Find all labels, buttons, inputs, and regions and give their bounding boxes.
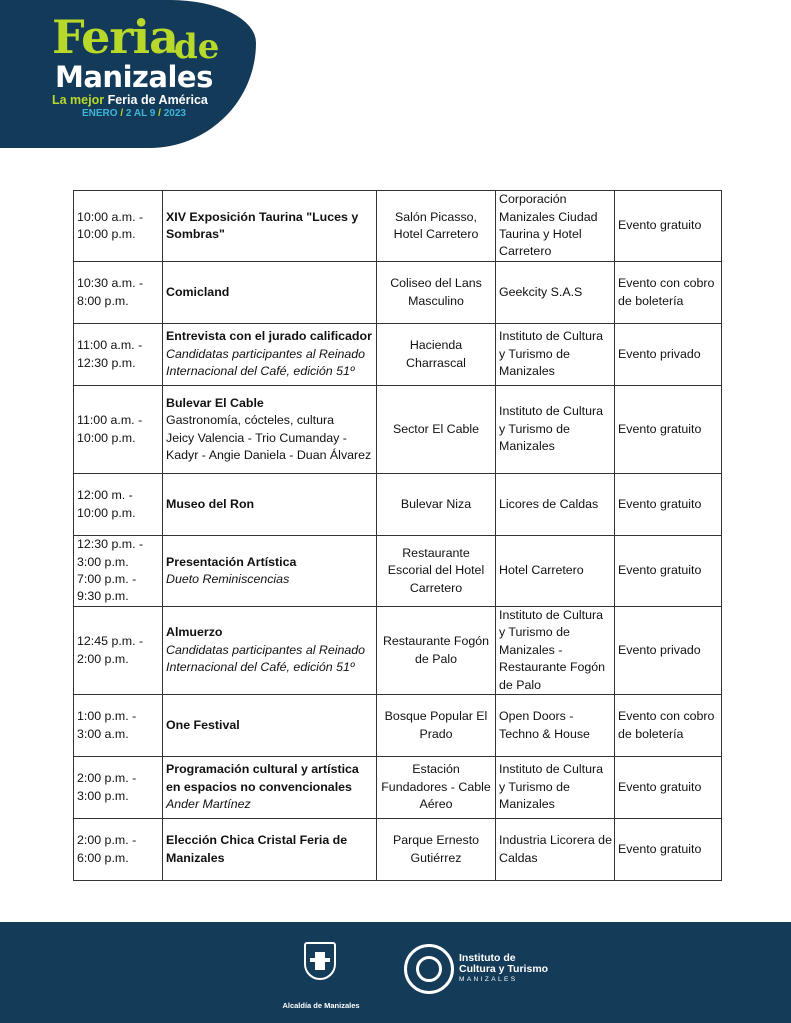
- dates-range: 2 AL 9: [125, 108, 156, 119]
- venue-cell: Salón Picasso, Hotel Carretero: [377, 191, 496, 262]
- access-cell: Evento gratuito: [615, 386, 722, 474]
- organizer-cell: Industria Licorera de Caldas: [496, 819, 615, 881]
- venue-cell: Bulevar Niza: [377, 474, 496, 536]
- time-line: 2:00 p.m. -: [77, 833, 137, 848]
- time-line: 12:30 p.m. -: [77, 537, 144, 552]
- event-subtitle: Ander Martínez: [166, 797, 251, 812]
- time-line: 3:00 p.m.: [77, 788, 129, 803]
- logo-feria-word: Feria: [52, 10, 178, 64]
- shield-icon: [304, 942, 336, 980]
- schedule-row: [74, 536, 722, 607]
- organizer-cell: Instituto de Cultura y Turismo de Manizales: [496, 324, 615, 386]
- instituto-line1: Instituto de: [459, 952, 516, 964]
- event-title: Presentación Artística: [166, 554, 297, 569]
- access-cell: Evento gratuito: [615, 536, 722, 607]
- instituto-logo: [404, 944, 564, 996]
- venue-cell: Restaurante Escorial del Hotel Carretero: [377, 536, 496, 607]
- organizer-cell: Instituto de Cultura y Turismo de Manizales - Restaurante Fogón de Palo: [496, 607, 615, 695]
- logo-de-word: de: [174, 27, 220, 67]
- event-cell: [163, 474, 377, 536]
- time-cell: [74, 474, 163, 536]
- event-cell: [163, 262, 377, 324]
- schedule-row: [74, 262, 722, 324]
- access-cell: Evento con cobro de boletería: [615, 695, 722, 757]
- event-subtitle: Candidatas participantes al Reinado Internacional del Café, edición 51º: [166, 346, 366, 379]
- event-title: Programación cultural y artística en espacios no convencionales: [166, 762, 359, 794]
- schedule-row: [74, 819, 722, 881]
- event-cell: [163, 695, 377, 757]
- dates-month: ENERO: [82, 108, 118, 119]
- time-line: 10:00 p.m.: [77, 430, 136, 445]
- time-line: 6:00 p.m.: [77, 850, 129, 865]
- access-cell: Evento privado: [615, 607, 722, 695]
- instituto-emblem-icon: [404, 944, 454, 994]
- event-title: Museo del Ron: [166, 496, 255, 511]
- dates-separator-1: /: [120, 108, 124, 119]
- organizer-cell: Hotel Carretero: [496, 536, 615, 607]
- time-cell: [74, 324, 163, 386]
- time-cell: [74, 262, 163, 324]
- event-cell: [163, 607, 377, 695]
- event-title: Elección Chica Cristal Feria de Manizales: [166, 833, 348, 865]
- event-cell: [163, 536, 377, 607]
- event-cell: [163, 191, 377, 262]
- event-title: Bulevar El Cable: [166, 395, 264, 410]
- time-cell: [74, 757, 163, 819]
- access-cell: Evento gratuito: [615, 819, 722, 881]
- access-cell: Evento gratuito: [615, 191, 722, 262]
- event-subtitle: Candidatas participantes al Reinado Internacional del Café, edición 51º: [166, 642, 366, 675]
- event-cell: [163, 386, 377, 474]
- venue-cell: Sector El Cable: [377, 386, 496, 474]
- venue-cell: Hacienda Charrascal: [377, 324, 496, 386]
- access-cell: Evento privado: [615, 324, 722, 386]
- instituto-line2: Cultura y Turismo: [459, 963, 549, 975]
- time-line: 3:00 a.m.: [77, 726, 129, 741]
- time-line: 10:30 a.m. -: [77, 276, 144, 291]
- event-detail: Jeicy Valencia - Trio Cumanday - Kadyr - Angie Daniela - Duan Álvarez: [166, 430, 372, 462]
- time-line: 11:00 a.m. -: [77, 338, 143, 353]
- time-line: 1:00 p.m. -: [77, 709, 137, 724]
- event-cell: [163, 757, 377, 819]
- organizer-cell: Licores de Caldas: [496, 474, 615, 536]
- feria-logo: [0, 0, 256, 148]
- time-cell: [74, 536, 163, 607]
- event-cell: [163, 324, 377, 386]
- time-line: 7:00 p.m. -: [77, 572, 137, 586]
- time-cell: [74, 819, 163, 881]
- event-cell: [163, 819, 377, 881]
- schedule-row: [74, 191, 722, 262]
- schedule-row: [74, 695, 722, 757]
- time-cell: [74, 695, 163, 757]
- time-line: 2:00 p.m. -: [77, 771, 137, 786]
- event-title: XIV Exposición Taurina "Luces y Sombras": [166, 209, 359, 241]
- instituto-line3: MANIZALES: [459, 976, 518, 983]
- venue-cell: Bosque Popular El Prado: [377, 695, 496, 757]
- footer-bar: [0, 922, 791, 1023]
- schedule-row: [74, 474, 722, 536]
- schedule-row: [74, 757, 722, 819]
- dates-separator-2: /: [158, 108, 161, 119]
- logo-city-word: Manizales: [55, 60, 213, 94]
- time-line: 11:00 a.m. -: [77, 413, 143, 428]
- organizer-cell: Instituto de Cultura y Turismo de Manizales: [496, 757, 615, 819]
- venue-cell: Estación Fundadores - Cable Aéreo: [377, 757, 496, 819]
- time-line: 12:45 p.m. -: [77, 634, 144, 649]
- venue-cell: Coliseo del Lans Masculino: [377, 262, 496, 324]
- venue-cell: Restaurante Fogón de Palo: [377, 607, 496, 695]
- logo-dates: [82, 108, 186, 120]
- time-line: 9:30 p.m.: [77, 589, 129, 604]
- time-line: 3:00 p.m.: [77, 554, 129, 569]
- logo-tagline: [52, 93, 208, 107]
- schedule-row: [74, 607, 722, 695]
- event-detail: Gastronomía, cócteles, cultura: [166, 413, 335, 428]
- time-line: 2:00 p.m.: [77, 651, 129, 666]
- organizer-cell: Geekcity S.A.S: [496, 262, 615, 324]
- event-title: One Festival: [166, 717, 240, 732]
- schedule-body: [74, 191, 722, 881]
- alcaldia-logo: [276, 942, 366, 1016]
- event-title: Entrevista con el jurado calificador: [166, 329, 372, 344]
- time-line: 8:00 p.m.: [77, 293, 129, 308]
- time-cell: [74, 607, 163, 695]
- time-line: 12:00 m. -: [77, 488, 133, 503]
- time-line: 10:00 p.m.: [77, 505, 136, 520]
- access-cell: Evento gratuito: [615, 757, 722, 819]
- organizer-cell: Instituto de Cultura y Turismo de Manizales: [496, 386, 615, 474]
- dates-year: 2023: [163, 108, 186, 119]
- time-cell: [74, 191, 163, 262]
- venue-cell: Parque Ernesto Gutiérrez: [377, 819, 496, 881]
- tagline-part1: La mejor: [52, 93, 105, 107]
- time-line: 10:00 a.m. -: [77, 209, 144, 224]
- event-title: Almuerzo: [166, 625, 223, 640]
- schedule-table: [73, 190, 722, 881]
- access-cell: Evento con cobro de boletería: [615, 262, 722, 324]
- schedule-row: [74, 386, 722, 474]
- time-cell: [74, 386, 163, 474]
- organizer-cell: Open Doors - Techno & House: [496, 695, 615, 757]
- time-line: 10:00 p.m.: [77, 227, 136, 241]
- time-line: 12:30 p.m.: [77, 355, 136, 370]
- access-cell: Evento gratuito: [615, 474, 722, 536]
- event-subtitle: Dueto Reminiscencias: [166, 572, 290, 586]
- instituto-text: [459, 953, 548, 984]
- event-title: Comicland: [166, 284, 230, 299]
- organizer-cell: Corporación Manizales Ciudad Taurina y Hotel Carretero: [496, 191, 615, 262]
- alcaldia-label: Alcaldía de Manizales: [282, 1001, 360, 1010]
- schedule-row: [74, 324, 722, 386]
- tagline-part2: Feria de América: [107, 93, 208, 107]
